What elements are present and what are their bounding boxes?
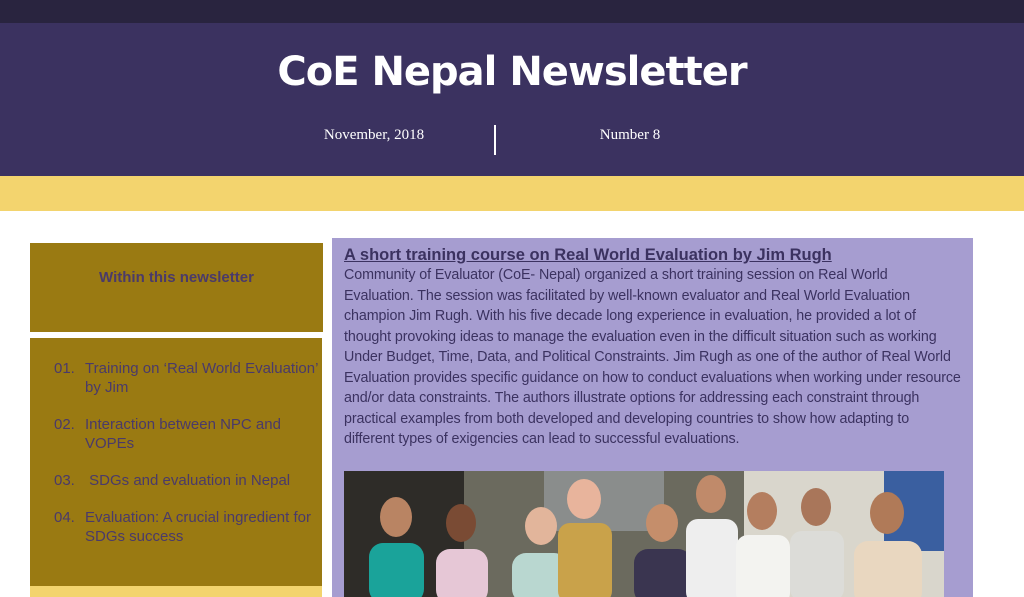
item-number: 04.: [54, 509, 75, 526]
item-label: Interaction between NPC and VOPEs: [85, 416, 281, 452]
group-photo: [344, 471, 944, 597]
issue-number: Number 8: [599, 127, 661, 143]
contents-heading: Within this newsletter: [30, 243, 323, 332]
item-number: 03.: [54, 472, 75, 489]
accent-band: [0, 176, 1024, 211]
item-number: 01.: [54, 360, 75, 377]
sidebar-footer: [30, 586, 322, 597]
item-label: Training on ‘Real World Evaluation’ by Jim: [85, 360, 318, 396]
divider: [494, 125, 496, 155]
item-number: 02.: [54, 416, 75, 433]
contents-item[interactable]: [54, 415, 322, 453]
newsletter-title: CoE Nepal Newsletter: [277, 49, 747, 95]
item-label: Evaluation: A crucial ingredient for SDGs success: [85, 509, 311, 545]
newsletter-header: [0, 23, 1024, 176]
article-body: Community of Evaluator (CoE- Nepal) organized a short training session on Real World Evaluation. The session was facilitated by well-known evaluator and Real World Evaluation champion Jim Rugh. With his five decade long experience in evaluation, he provided a lot of thought provoking ideas to manage the evaluation even in the difficult situation such as working Under Budget, Time, Data, and Political Constraints. Jim Rugh as one of the author of Real World Evaluation provides specific guidance on how to conduct evaluations when working under resource and/or data constraints. The authors illustrate options for addressing each constraint through practical examples from both developed and developing countries to show how adapting to different types of exigencies can lead to successful evaluations.: [344, 267, 961, 447]
top-bar: [0, 0, 1024, 23]
contents-item[interactable]: [54, 508, 322, 546]
article-title: A short training course on Real World Evaluation by Jim Rugh: [344, 246, 832, 264]
item-label: SDGs and evaluation in Nepal: [85, 472, 291, 489]
issue-date: November, 2018: [323, 127, 425, 143]
contents-item[interactable]: [54, 471, 322, 490]
contents-item[interactable]: [54, 359, 322, 397]
contents-list: [30, 338, 322, 586]
